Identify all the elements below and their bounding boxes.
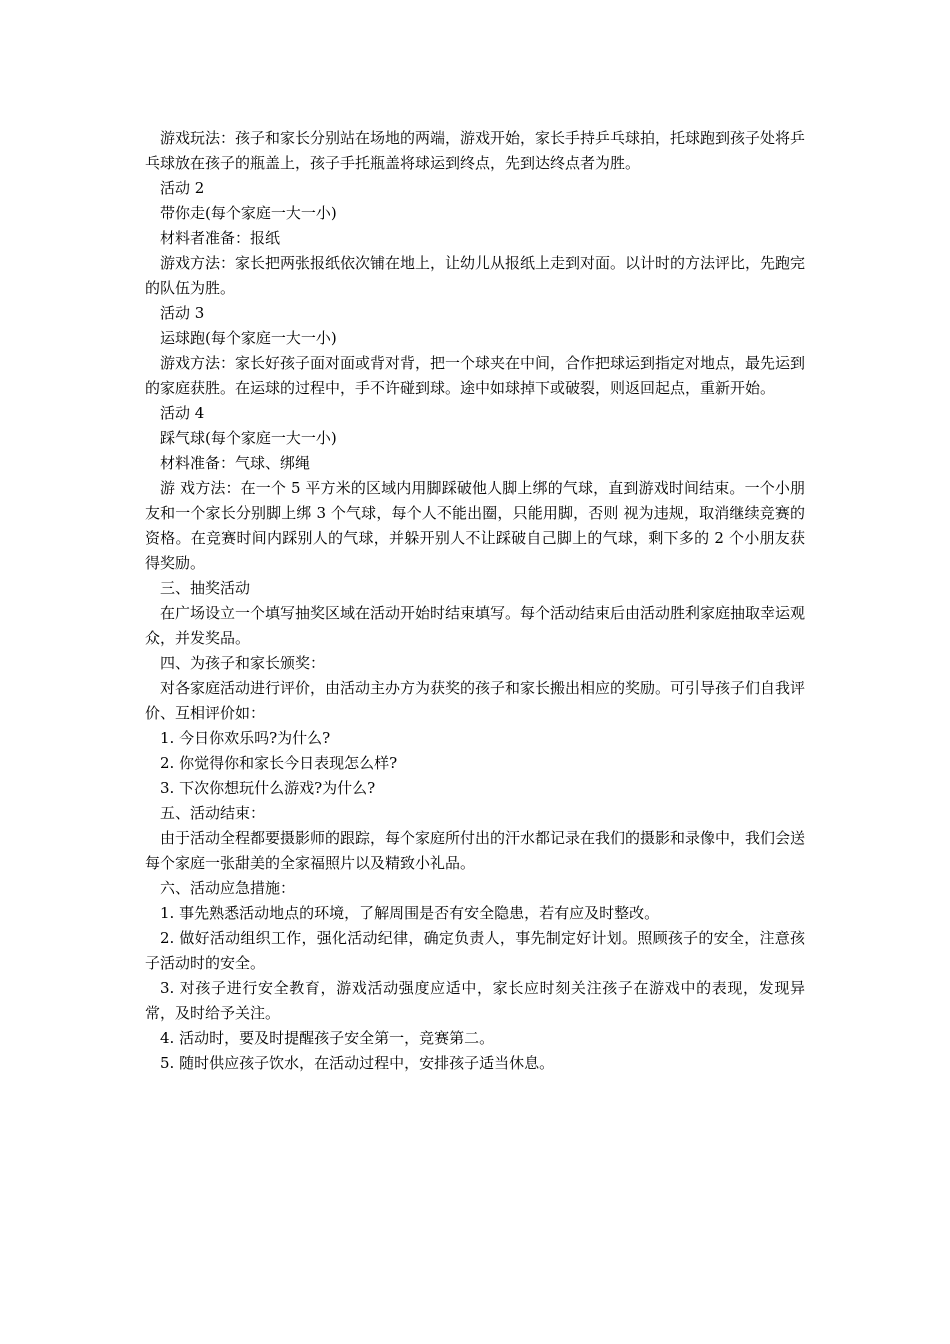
activity-3-heading: 活动 3 — [160, 304, 205, 322]
list-item: 5. 随时供应孩子饮水，在活动过程中，安排孩子适当休息。 — [160, 1054, 555, 1072]
list-item: 1. 事先熟悉活动地点的环境，了解周围是否有安全隐患，若有应及时整改。 — [160, 904, 660, 922]
activity-2-title: 带你走(每个家庭一大一小) — [160, 204, 337, 222]
section-3-body: 在广场设立一个填写抽奖区域在活动开始时结束填写。每个活动结束后由活动胜利家庭抽取幸运观众，并发奖品。 — [145, 604, 806, 647]
activity-4-materials: 材料准备：气球、绑绳 — [160, 454, 311, 472]
list-item: 2. 你觉得你和家长今日表现怎么样? — [160, 754, 398, 772]
activity-4-title: 踩气球(每个家庭一大一小) — [160, 429, 337, 447]
list-item: 3. 对孩子进行安全教育，游戏活动强度应适中，家长应时刻关注孩子在游戏中的表现，发现异常，及时给予关注。 — [145, 979, 805, 1022]
section-6-heading: 六、活动应急措施： — [160, 879, 296, 897]
activity-4-heading: 活动 4 — [160, 404, 205, 422]
section-5-body: 由于活动全程都要摄影师的跟踪，每个家庭所付出的汗水都记录在我们的摄影和录像中，我们会送每个家庭一张甜美的全家福照片以及精致小礼品。 — [145, 829, 806, 872]
document-body — [145, 126, 805, 1076]
activity-3-title: 运球跑(每个家庭一大一小) — [160, 329, 337, 347]
section-4-heading: 四、为孩子和家长颁奖： — [160, 654, 326, 672]
activity-2-heading: 活动 2 — [160, 179, 205, 197]
paragraph-game-rules-1: 游戏玩法：孩子和家长分别站在场地的两端，游戏开始，家长手持乒乓球拍，托球跑到孩子处将乒乓球放在孩子的瓶盖上，孩子手托瓶盖将球运到终点，先到达终点者为胜。 — [145, 129, 806, 172]
section-3-heading: 三、抽奖活动 — [160, 579, 251, 597]
list-item: 1. 今日你欢乐吗?为什么? — [160, 729, 331, 747]
list-item: 3. 下次你想玩什么游戏?为什么? — [160, 779, 376, 797]
list-item: 2. 做好活动组织工作，强化活动纪律，确定负责人，事先制定好计划。照顾孩子的安全，注意孩子活动时的安全。 — [145, 929, 805, 972]
section-5-heading: 五、活动结束： — [160, 804, 266, 822]
activity-2-method: 游戏方法：家长把两张报纸依次铺在地上，让幼儿从报纸上走到对面。以计时的方法评比，先跑完的队伍为胜。 — [145, 254, 806, 297]
activity-2-materials: 材料者准备：报纸 — [160, 229, 281, 247]
activity-4-method: 游 戏方法：在一个 5 平方米的区域内用脚踩破他人脚上绑的气球，直到游戏时间结束。一个小朋友和一个家长分别脚上绑 3 个气球，每个人不能出圈，只能用脚，否则 视为违规，取消继续竞赛的资格。在竞赛时间内踩别人的气球，并躲开别人不让踩破自己脚上的气球，剩下多的 2 个小朋友获得奖励。 — [145, 479, 805, 572]
section-4-body: 对各家庭活动进行评价，由活动主办方为获奖的孩子和家长搬出相应的奖励。可引导孩子们自我评价、互相评价如： — [145, 679, 806, 722]
activity-3-method: 游戏方法：家长好孩子面对面或背对背，把一个球夹在中间，合作把球运到指定对地点，最先运到的家庭获胜。在运球的过程中，手不许碰到球。途中如球掉下或破裂，则返回起点，重新开始。 — [145, 354, 806, 397]
list-item: 4. 活动时，要及时提醒孩子安全第一，竞赛第二。 — [160, 1029, 495, 1047]
